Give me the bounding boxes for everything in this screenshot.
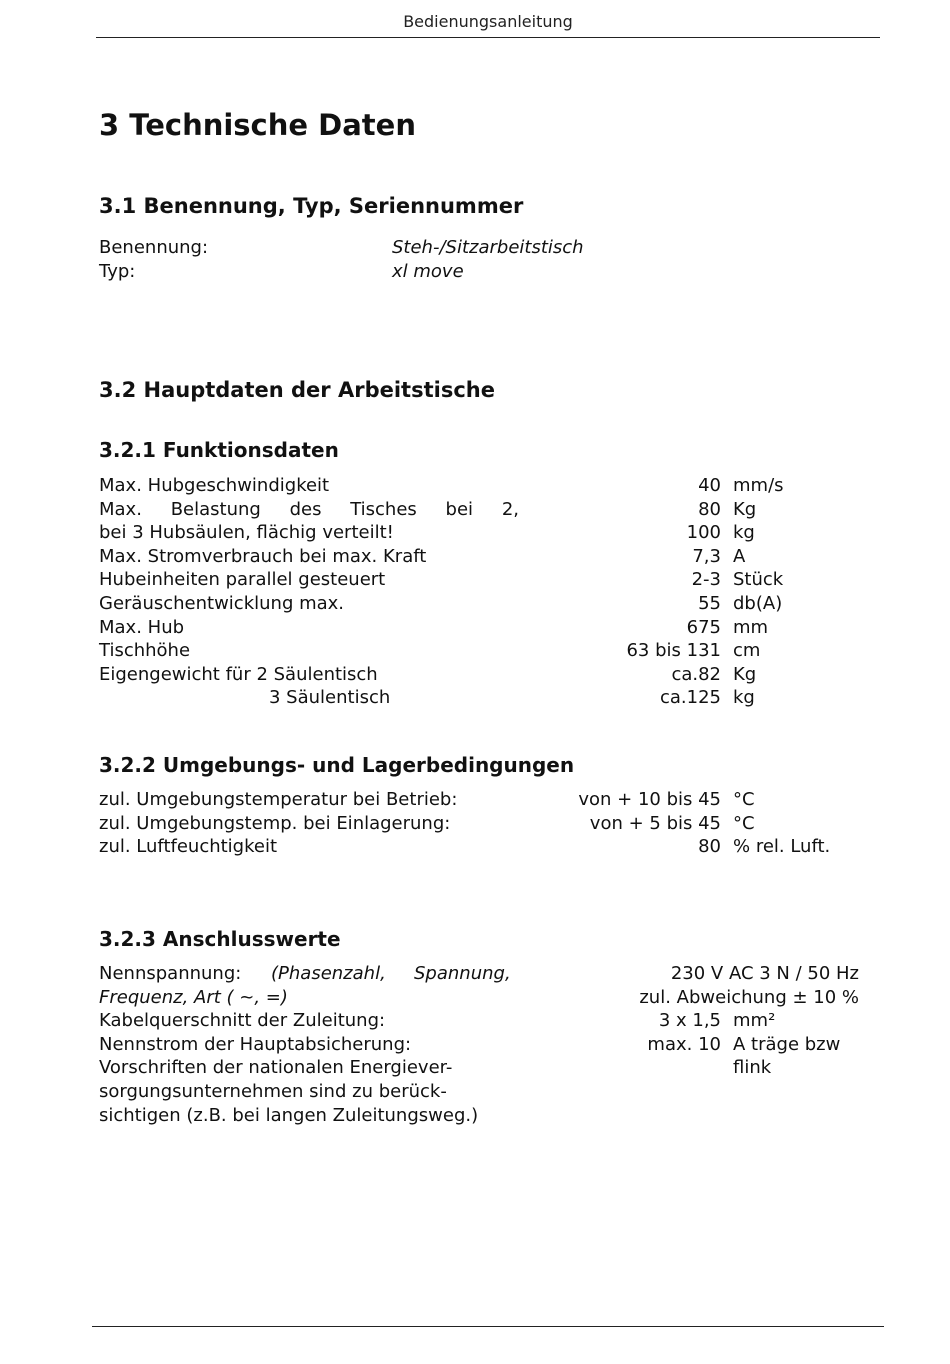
lagerbedingungen-table <box>99 788 859 859</box>
row-unit: cm <box>733 640 761 662</box>
table-row <box>99 474 819 498</box>
row-unit: A <box>733 545 746 567</box>
row-label: Max. Hubgeschwindigkeit <box>99 475 330 496</box>
table-row <box>99 498 819 522</box>
row-label: Max. Stromverbrauch bei max. Kraft <box>99 545 427 567</box>
abweichung-value: zul. Abweichung ± 10 % <box>639 986 859 1008</box>
row-label: 3 Säulentisch <box>269 687 391 709</box>
table-row <box>99 835 859 859</box>
row-unit: Kg <box>733 498 757 520</box>
chapter-title: 3 Technische Daten <box>99 108 416 142</box>
table-row <box>99 986 859 1010</box>
table-row <box>99 236 699 260</box>
row-value: 80 <box>698 498 721 520</box>
row-label: Eigengewicht für 2 Säulentisch <box>99 663 378 685</box>
vorschriften-line: sichtigen (z.B. bei langen Zuleitungsweg.) <box>99 1104 479 1126</box>
section-3-1-table <box>99 236 699 283</box>
row-unit: mm/s <box>733 475 784 496</box>
kabel-unit: mm² <box>733 1010 776 1032</box>
row-label: Typ: <box>99 260 136 282</box>
row-label: zul. Luftfeuchtigkeit <box>99 836 278 858</box>
table-row <box>99 545 819 569</box>
row-value: von + 5 bis 45 <box>589 812 721 834</box>
row-value: xl move <box>392 260 464 282</box>
nennstrom-label: Nennstrom der Hauptabsicherung: <box>99 1033 412 1055</box>
row-unit: mm <box>733 616 769 638</box>
nennspannung-label: Nennspannung: <box>99 963 242 984</box>
table-row <box>99 1056 859 1080</box>
row-value: ca.82 <box>671 663 721 685</box>
nennspannung-note: Spannung, <box>414 963 511 984</box>
row-unit: °C <box>733 812 755 834</box>
row-value: 63 bis 131 <box>626 640 721 662</box>
row-label: Benennung: <box>99 237 209 258</box>
running-header: Bedienungsanleitung <box>96 12 880 38</box>
nennstrom-unit: A träge bzw <box>733 1033 841 1055</box>
row-value: 100 <box>686 522 721 544</box>
row-label: Tischhöhe <box>99 640 191 662</box>
section-3-2-2-title: 3.2.2 Umgebungs- und Lagerbedingungen <box>99 753 575 777</box>
row-value: 2-3 <box>691 569 721 591</box>
row-value: 55 <box>698 592 721 614</box>
vorschriften-line: Vorschriften der nationalen Energiever- <box>99 1057 453 1079</box>
section-3-2-3-title: 3.2.3 Anschlusswerte <box>99 927 341 951</box>
table-row <box>99 260 699 284</box>
row-unit: kg <box>733 687 755 709</box>
row-label: Geräuschentwicklung max. <box>99 592 345 614</box>
row-label <box>99 498 519 522</box>
row-label: bei 3 Hubsäulen, flächig verteilt! <box>99 522 394 544</box>
table-row <box>99 1033 859 1057</box>
row-value: von + 10 bis 45 <box>578 789 721 810</box>
table-row <box>99 663 819 687</box>
table-row <box>99 962 859 986</box>
row-value: 7,3 <box>692 545 721 567</box>
row-unit: % rel. Luft. <box>733 836 831 858</box>
kabel-label: Kabelquerschnitt der Zuleitung: <box>99 1010 386 1032</box>
row-label: Max. Hub <box>99 616 185 638</box>
table-row <box>99 1080 859 1104</box>
table-row <box>99 521 819 545</box>
nennstrom-unit: flink <box>733 1057 772 1079</box>
row-unit: kg <box>733 522 755 544</box>
row-unit: Stück <box>733 569 784 591</box>
anschlusswerte-table <box>99 962 859 1127</box>
row-label: zul. Umgebungstemperatur bei Betrieb: <box>99 789 458 810</box>
funktionsdaten-table <box>99 474 819 710</box>
row-value: 675 <box>686 616 721 638</box>
row-value: ca.125 <box>659 687 721 709</box>
row-value: 80 <box>698 836 721 858</box>
row-value: 40 <box>698 475 721 496</box>
row-value: Steh-/Sitzarbeitstisch <box>392 237 584 258</box>
table-row <box>99 812 859 836</box>
table-row <box>99 568 819 592</box>
nennstrom-value: max. 10 <box>647 1033 721 1055</box>
table-row <box>99 1104 859 1128</box>
vorschriften-line: sorgungsunternehmen sind zu berück- <box>99 1080 447 1102</box>
table-row <box>99 592 819 616</box>
nennspannung-value: 230 V AC 3 N / 50 Hz <box>670 963 859 984</box>
kabel-value: 3 x 1,5 <box>658 1010 721 1032</box>
table-row <box>99 616 819 640</box>
row-unit: Kg <box>733 663 757 685</box>
table-row <box>99 788 859 812</box>
nennspannung-note: Frequenz, Art ( ~, =) <box>99 986 288 1008</box>
table-row <box>99 686 819 710</box>
row-unit: db(A) <box>733 592 783 614</box>
nennspannung-note: (Phasenzahl, <box>271 963 386 984</box>
justified-label: Max. Belastung des Tisches bei 2, <box>99 498 519 520</box>
table-row <box>99 1009 859 1033</box>
row-unit: °C <box>733 789 755 810</box>
footer-rule <box>92 1326 884 1327</box>
section-3-2-title: 3.2 Hauptdaten der Arbeitstische <box>99 378 495 402</box>
row-label: Hubeinheiten parallel gesteuert <box>99 569 386 591</box>
section-3-1-title: 3.1 Benennung, Typ, Seriennummer <box>99 194 524 218</box>
table-row <box>99 639 819 663</box>
row-label: zul. Umgebungstemp. bei Einlagerung: <box>99 812 451 834</box>
section-3-2-1-title: 3.2.1 Funktionsdaten <box>99 438 339 462</box>
